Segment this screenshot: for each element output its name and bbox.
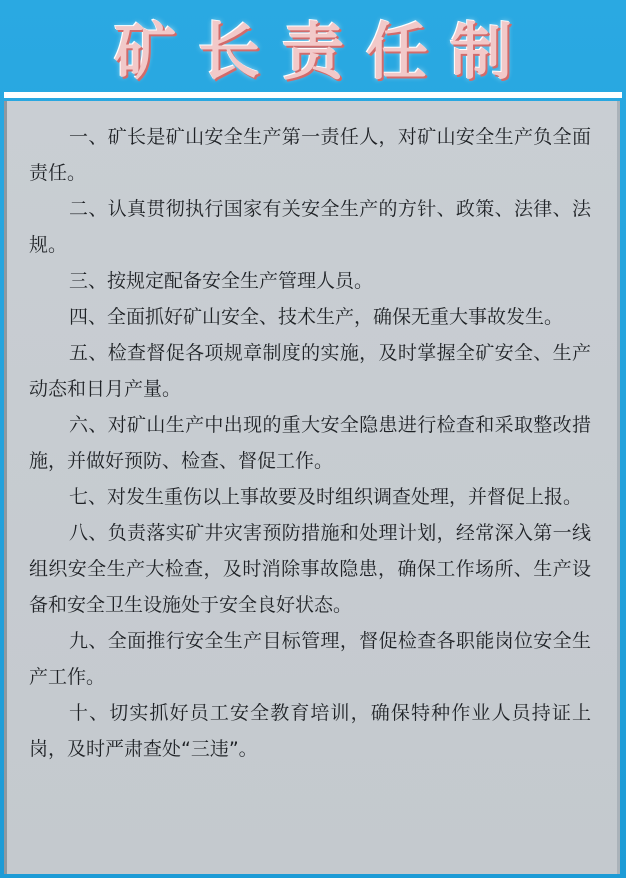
clause-item: 二、认真贯彻执行国家有关安全生产的方针、政策、法律、法规。 (29, 198, 591, 256)
clause-item: 四、全面抓好矿山安全、技术生产，确保无重大事故发生。 (69, 306, 564, 328)
content-panel (4, 101, 620, 874)
clause-item: 一、矿长是矿山安全生产第一责任人，对矿山安全生产负全面责任。 (29, 126, 591, 184)
clause-item: 五、检查督促各项规章制度的实施，及时掌握全矿安全、生产动态和日月产量。 (29, 342, 591, 400)
clause-item: 六、对矿山生产中出现的重大安全隐患进行检查和采取整改措施，并做好预防、检查、督促工作。 (29, 414, 591, 472)
poster-title: 矿长责任制 (113, 14, 534, 88)
clause-item: 九、全面推行安全生产目标管理，督促检查各职能岗位安全生产工作。 (29, 630, 591, 688)
clause-item: 七、对发生重伤以上事故要及时组织调查处理，并督促上报。 (69, 486, 583, 508)
clause-list (7, 101, 617, 767)
title-bar (0, 0, 626, 92)
clause-item: 三、按规定配备安全生产管理人员。 (69, 270, 374, 292)
clause-item: 十、切实抓好员工安全教育培训，确保特种作业人员持证上岗，及时严肃查处“三违”。 (29, 702, 591, 760)
title-divider (4, 92, 622, 98)
clause-item: 八、负责落实矿井灾害预防措施和处理计划，经常深入第一线组织安全生产大检查，及时消除事故隐患，确保工作场所、生产设备和安全卫生设施处于安全良好状态。 (29, 522, 591, 616)
